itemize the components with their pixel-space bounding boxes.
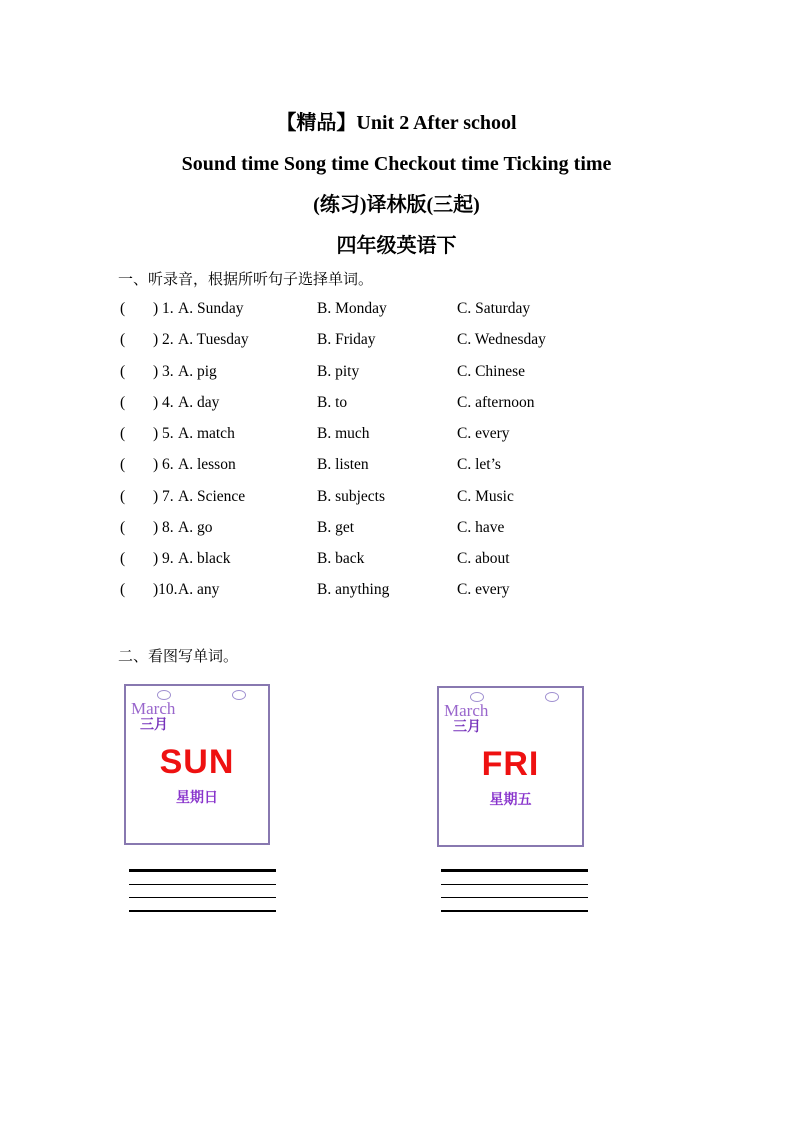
option-b-text: B. subjects: [317, 487, 386, 505]
option-a-text: A. Science: [178, 487, 246, 505]
option-a-text: A. pig: [178, 362, 217, 380]
question-row-9: [120, 550, 680, 581]
writing-line: [441, 910, 588, 912]
question-row-5: [120, 425, 680, 456]
question-number: ) 4.: [153, 393, 174, 411]
option-c-text: C. have: [457, 518, 505, 536]
question-number: ) 3.: [153, 362, 174, 380]
option-a-text: A. any: [178, 581, 220, 599]
answer-writing-lines-sunday: [129, 869, 276, 915]
answer-writing-lines-friday: [441, 869, 588, 915]
option-a-text: A. go: [178, 518, 213, 536]
option-c-text: C. every: [457, 425, 510, 442]
calendar-month-chinese: 三月: [453, 720, 481, 735]
title-line-1: 【精品】Unit 2 After school: [276, 112, 517, 134]
question-row-10: [120, 581, 680, 612]
option-b-text: B. get: [317, 518, 355, 536]
option-c-text: C. Chinese: [457, 362, 526, 380]
option-b-text: B. Monday: [317, 300, 387, 317]
calendar-day-chinese: 星期日: [176, 791, 218, 806]
option-c-text: C. let’s: [457, 456, 501, 474]
answer-bracket: (: [120, 393, 126, 411]
question-row-7: [120, 488, 680, 519]
question-option-a: [120, 581, 317, 599]
question-row-2: [120, 331, 680, 362]
question-option-a: [120, 363, 317, 381]
calendar-card-sunday: [124, 684, 270, 845]
option-c-text: C. about: [457, 550, 510, 567]
question-number: ) 9.: [153, 550, 174, 567]
answer-bracket: (: [120, 425, 126, 442]
option-a-text: A. lesson: [178, 456, 236, 474]
answer-bracket: (: [120, 518, 126, 536]
section2-heading: 二、看图写单词。: [118, 649, 239, 665]
title-line-3: (练习)译林版(三起): [313, 194, 480, 216]
writing-line: [441, 897, 588, 898]
question-option-a: [120, 425, 317, 443]
answer-bracket: (: [120, 550, 126, 567]
writing-line: [129, 884, 276, 885]
option-b-text: B. to: [317, 393, 348, 411]
option-a-text: A. Sunday: [178, 300, 244, 317]
option-b-text: B. back: [317, 550, 365, 567]
calendar-card-friday: [437, 686, 584, 847]
answer-bracket: (: [120, 487, 126, 505]
calendar-hole-icon: [232, 690, 246, 700]
calendar-hole-icon: [545, 692, 559, 702]
question-row-3: [120, 363, 680, 394]
question-number: ) 6.: [153, 456, 174, 474]
writing-line: [129, 897, 276, 898]
option-a-text: A. day: [178, 393, 220, 411]
question-option-a: [120, 550, 317, 568]
question-option-a: [120, 456, 317, 474]
section1-heading: 一、听录音，根据所听句子选择单词。: [118, 272, 374, 288]
option-c-text: C. Saturday: [457, 300, 531, 317]
writing-line: [441, 884, 588, 885]
question-number: ) 1.: [153, 300, 174, 317]
question-number: ) 8.: [153, 518, 174, 536]
answer-bracket: (: [120, 362, 126, 380]
option-c-text: C. Music: [457, 487, 514, 505]
option-b-text: B. listen: [317, 456, 369, 474]
answer-bracket: (: [120, 331, 126, 349]
calendar-day-abbreviation: FRI: [481, 745, 540, 783]
writing-line: [129, 910, 276, 912]
option-c-text: C. Wednesday: [457, 331, 546, 349]
question-option-a: [120, 519, 317, 537]
question-row-8: [120, 519, 680, 550]
option-b-text: B. Friday: [317, 331, 376, 349]
calendar-day-chinese: 星期五: [489, 793, 532, 808]
question-list: [120, 300, 680, 613]
calendar-day-abbreviation: SUN: [159, 743, 235, 781]
title-block: [0, 103, 793, 267]
calendar-month-english: March: [131, 699, 176, 718]
writing-line: [129, 869, 276, 872]
option-c-text: C. afternoon: [457, 393, 535, 411]
question-option-a: [120, 331, 317, 349]
answer-bracket: (: [120, 581, 126, 599]
calendar-month-chinese: 三月: [140, 718, 168, 733]
question-number: ) 2.: [153, 331, 174, 349]
question-option-a: [120, 394, 317, 412]
option-a-text: A. black: [178, 550, 231, 567]
answer-bracket: (: [120, 300, 126, 317]
question-row-4: [120, 394, 680, 425]
option-c-text: C. every: [457, 581, 510, 599]
answer-bracket: (: [120, 456, 126, 474]
calendar-month-english: March: [444, 701, 489, 720]
option-b-text: B. much: [317, 425, 370, 442]
question-option-a: [120, 488, 317, 506]
title-line-4: 四年级英语下: [336, 235, 457, 257]
question-number: ) 7.: [153, 487, 174, 505]
question-row-6: [120, 456, 680, 487]
option-a-text: A. Tuesday: [178, 331, 249, 349]
question-option-a: [120, 300, 317, 318]
title-line-2: Sound time Song time Checkout time Ticking time: [181, 153, 612, 175]
question-number: )10.: [153, 581, 178, 599]
writing-line: [441, 869, 588, 872]
question-number: ) 5.: [153, 425, 174, 442]
option-a-text: A. match: [178, 425, 235, 442]
option-b-text: B. pity: [317, 362, 360, 380]
option-b-text: B. anything: [317, 581, 390, 599]
question-row-1: [120, 300, 680, 331]
